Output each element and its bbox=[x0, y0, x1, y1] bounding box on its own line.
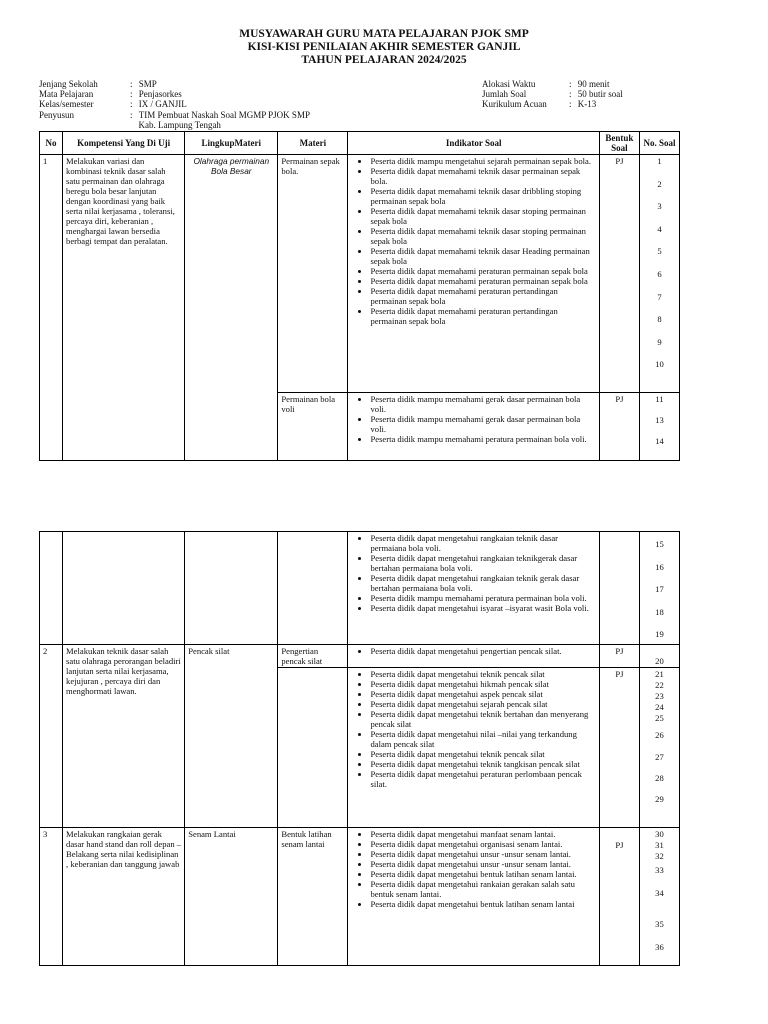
indikator-cell bbox=[348, 668, 599, 828]
list-item: • Peserta didik dapat memahami teknik dasar stoping permainan sepak bola bbox=[370, 206, 595, 226]
bentuk-cell: PJ bbox=[599, 645, 639, 668]
list-item: • Peserta didik dapat mengetahui sejarah pencak silat bbox=[370, 699, 595, 709]
list-item: • Peserta didik dapat mengetahui teknik pencak silat bbox=[370, 669, 595, 679]
list-item: • Peserta didik dapat memahami peraturan permainan sepak bola bbox=[370, 266, 595, 276]
bentuk-cell: PJ bbox=[599, 828, 639, 966]
bentuk-cell: PJ bbox=[599, 668, 639, 828]
col-header-bentuk: Bentuk Soal bbox=[599, 132, 639, 155]
kompetensi-cell: Melakukan rangkaian gerak dasar hand stand dan roll depan –Belakang serta nilai kedisiplinan , keberanian dan tanggung jawab bbox=[63, 828, 185, 966]
nomor-cell: 1 2 3 4 5 6 7 8 9 10 bbox=[639, 155, 679, 393]
kompetensi-cell: Melakukan variasi dan kombinasi teknik dasar salah satu permainan dan olahraga beregu bola besar lanjutan dengan koordinasi yang baik serta nilai kerjasama , toleransi, percaya diri, keberanian , menghargai lawan bersedia berbagi tempat dan peralatan. bbox=[63, 155, 185, 461]
lingkup-cell: Senam Lantai bbox=[185, 828, 278, 966]
list-item: • Peserta didik dapat memahami peraturan permainan sepak bola bbox=[370, 276, 595, 286]
col-header-no: No bbox=[40, 132, 63, 155]
info-left bbox=[39, 79, 310, 130]
row-no: 3 bbox=[40, 828, 63, 966]
list-item: • Peserta didik dapat mengetahui rankaian gerakan salah satu bentuk senam lantai. bbox=[370, 879, 595, 899]
materi-cell: Permainan sepak bola. bbox=[278, 155, 348, 393]
table-row bbox=[40, 828, 680, 966]
list-item: • Peserta didik mampu memahami peratura permainan bola voli. bbox=[370, 593, 595, 603]
info-row: Kurikulum Acuan : K-13 bbox=[482, 99, 597, 110]
col-header-nomor: No. Soal bbox=[639, 132, 679, 155]
list-item: • Peserta didik mampu memahami gerak dasar permainan bola voli. bbox=[370, 414, 595, 434]
nomor-cell: 30 31 32 33 34 35 36 bbox=[639, 828, 679, 966]
list-item: • Peserta didik dapat memahami teknik dasar stoping permainan sepak bola bbox=[370, 226, 595, 246]
table-row bbox=[40, 645, 680, 668]
list-item: • Peserta didik dapat mengetahui rangkaian teknikgerak dasar bertahan permaiana bola voli. bbox=[370, 553, 595, 573]
list-item: • Peserta didik dapat mengetahui hikmah pencak silat bbox=[370, 679, 595, 689]
indikator-list bbox=[351, 646, 595, 656]
lingkup-cell: Olahraga permainan Bola Besar bbox=[185, 155, 278, 461]
nomor-cell: 11 13 14 bbox=[639, 393, 679, 461]
indikator-cell bbox=[348, 645, 599, 668]
list-item: • Peserta didik dapat mengetahui organisasi senam lantai. bbox=[370, 839, 595, 849]
list-item: • Peserta didik dapat mengetahui manfaat senam lantai. bbox=[370, 829, 595, 839]
kisi-kisi-table-page1 bbox=[39, 131, 680, 461]
doc-title-line2: KISI-KISI PENILAIAN AKHIR SEMESTER GANJIL bbox=[247, 41, 521, 53]
list-item: • Peserta didik dapat mengetahui aspek pencak silat bbox=[370, 689, 595, 699]
info-row: Alokasi Waktu : 90 menit bbox=[482, 79, 610, 89]
list-item: • Peserta didik mampu memahami gerak dasar permainan bola voli. bbox=[370, 394, 595, 414]
list-item: • Peserta didik dapat memahami teknik dasar Heading permainan sepak bola bbox=[370, 246, 595, 266]
bentuk-cell: PJ bbox=[599, 393, 639, 461]
list-item: • Peserta didik dapat mengetahui teknik tangkisan pencak silat bbox=[370, 759, 595, 769]
indikator-cell bbox=[348, 828, 599, 966]
row-no: 1 bbox=[40, 155, 63, 461]
list-item: • Peserta didik mampu mengetahui sejarah permainan sepak bola. bbox=[370, 156, 595, 166]
col-header-lingkup: LingkupMateri bbox=[185, 132, 278, 155]
col-header-indikator: Indikator Soal bbox=[348, 132, 599, 155]
indikator-cell bbox=[348, 155, 599, 393]
list-item: • Peserta didik dapat mengetahui bentuk latihan senam lantai. bbox=[370, 869, 595, 879]
list-item: • Peserta didik dapat mengetahui peraturan perlombaan pencak silat. bbox=[370, 769, 595, 789]
info-row: Kelas/semester : IX / GANJIL bbox=[39, 99, 187, 110]
materi-cell: Pengertian pencak silat bbox=[278, 645, 348, 668]
indikator-list bbox=[351, 394, 595, 444]
col-header-materi: Materi bbox=[278, 132, 348, 155]
nomor-cell: 21 22 23 24 25 26 27 28 29 bbox=[639, 668, 679, 828]
nomor-cell: 15 16 17 18 19 bbox=[639, 532, 679, 645]
info-row: Kab. Lampung Tengah bbox=[138, 119, 221, 130]
row-no: 2 bbox=[40, 645, 63, 828]
list-item: • Peserta didik dapat mengetahui teknik pencak silat bbox=[370, 749, 595, 759]
nomor-cell: 20 bbox=[639, 645, 679, 668]
list-item: • Peserta didik dapat mengetahui rangkaian teknik dasar permaiana bola voli. bbox=[370, 533, 595, 553]
bentuk-cell: PJ bbox=[599, 155, 639, 393]
indikator-cell bbox=[348, 532, 599, 645]
list-item: • Peserta didik dapat memahami teknik dasar dribbling stoping permainan sepak bola bbox=[370, 186, 595, 206]
info-row: Penyusun : TIM Pembuat Naskah Soal MGMP PJOK SMP bbox=[39, 109, 310, 120]
list-item: • Peserta didik mampu memahami peratura permainan bola voli. bbox=[370, 434, 595, 444]
kisi-kisi-table-page2 bbox=[39, 531, 680, 966]
indikator-list bbox=[351, 669, 595, 789]
doc-title-line1: MUSYAWARAH GURU MATA PELAJARAN PJOK SMP bbox=[239, 28, 529, 40]
list-item: • Peserta didik dapat memahami peraturan pertandingan permainan sepak bola bbox=[370, 286, 595, 306]
materi-cell: Bentuk latihan senam lantai bbox=[278, 828, 348, 966]
doc-title-line3: TAHUN PELAJARAN 2024/2025 bbox=[301, 54, 467, 66]
list-item: • Peserta didik dapat mengetahui nilai –nilai yang terkandung dalam pencak silat bbox=[370, 729, 595, 749]
list-item: • Peserta didik dapat mengetahui bentuk latihan senam lantai bbox=[370, 899, 595, 909]
table-row bbox=[40, 155, 680, 393]
list-item: • Peserta didik dapat mengetahui teknik bertahan dan menyerang pencak silat bbox=[370, 709, 595, 729]
list-item: • Peserta didik dapat mengetahui pengertian pencak silat. bbox=[370, 646, 595, 656]
col-header-kompetensi: Kompetensi Yang Di Uji bbox=[63, 132, 185, 155]
info-right bbox=[482, 79, 623, 110]
kompetensi-cell: Melakukan teknik dasar salah satu olahraga perorangan beladiri lanjutan serta nilai kerjasama, kejujuran , percaya diri dan menghormati lawan. bbox=[63, 645, 185, 828]
indikator-list bbox=[351, 156, 595, 326]
indikator-cell bbox=[348, 393, 599, 461]
info-row: Jumlah Soal : 50 butir soal bbox=[482, 89, 623, 100]
indikator-list bbox=[351, 533, 595, 613]
lingkup-cell: Pencak silat bbox=[185, 645, 278, 828]
list-item: • Peserta didik dapat mengetahui isyarat –isyarat wasit Bola voli. bbox=[370, 603, 595, 613]
info-row: Mata Pelajaran : Penjasorkes bbox=[39, 89, 182, 100]
table-header-row bbox=[40, 132, 680, 155]
table-row bbox=[40, 532, 680, 645]
list-item: • Peserta didik dapat mengetahui unsur -unsur senam lantai. bbox=[370, 859, 595, 869]
materi-cell: Permainan bola voli bbox=[278, 393, 348, 461]
list-item: • Peserta didik dapat mengetahui unsur -unsur senam lantai. bbox=[370, 849, 595, 859]
list-item: • Peserta didik dapat memahami peraturan pertandingan permainan sepak bola bbox=[370, 306, 595, 326]
info-row: Jenjang Sekolah : SMP bbox=[39, 79, 157, 89]
indikator-list bbox=[351, 829, 595, 909]
list-item: • Peserta didik dapat memahami teknik dasar permainan sepak bola. bbox=[370, 166, 595, 186]
list-item: • Peserta didik dapat mengetahui rangkaian teknik gerak dasar bertahan permaiana bola voli. bbox=[370, 573, 595, 593]
